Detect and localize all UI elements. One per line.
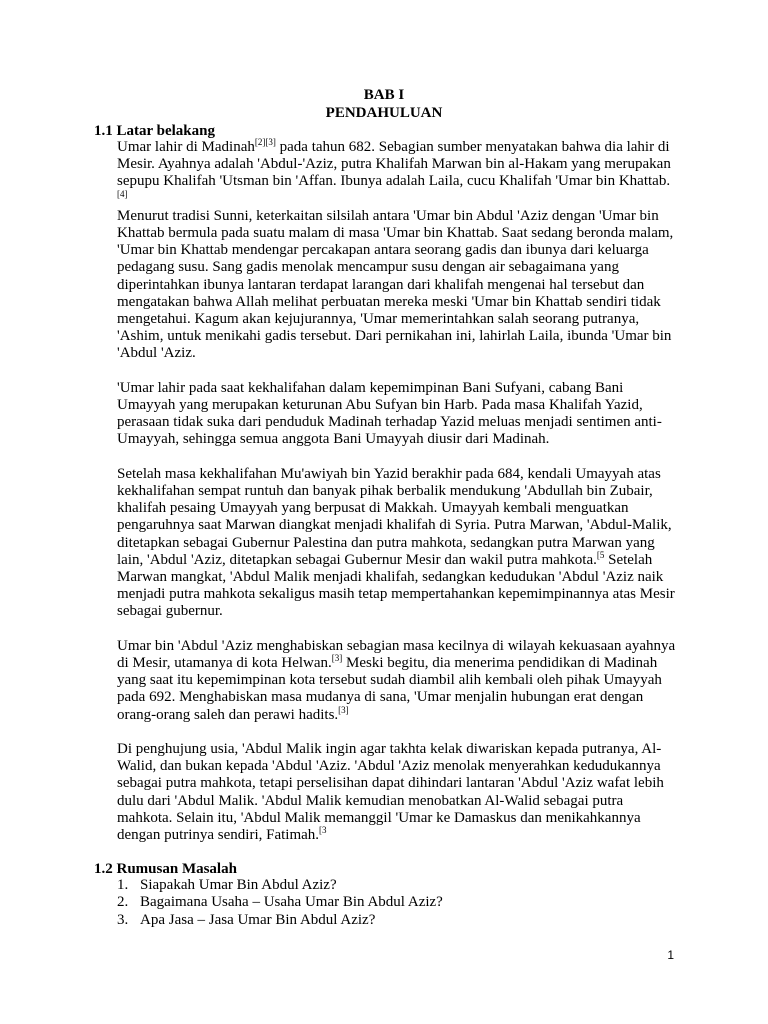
paragraph-5: Umar bin 'Abdul 'Aziz menghabiskan sebagian masa kecilnya di wilayah kekuasaan ayahnya di Mesir, utamanya di kota Helwan.[3] Meski begitu, dia menerima pendidikan di Madinah yang saat itu kepemimpinan kota tersebut sudah diambil alih kembali oleh pihak Umayyah pada 692. Menghabiskan masa mudanya di sana, 'Umar menjalin hubungan erat dengan orang-orang saleh dan perawi hadits.[3] (117, 637, 676, 723)
problem-list (117, 877, 443, 929)
footnote-ref: [2][3] (254, 137, 276, 147)
footnote-ref: [3 (319, 825, 327, 836)
paragraph-3: 'Umar lahir pada saat kekhalifahan dalam kepemimpinan Bani Sufyani, cabang Bani Umayyah yang merupakan keturunan Abu Sufyan bin Harb. Pada masa Khalifah Yazid, perasaan tidak suka dari penduduk Madinah terhadap Yazid meluas menjadi sentimen anti-Umayyah, sehingga semua anggota Bani Umayyah diusir dari Madinah. (117, 379, 662, 448)
footnote-ref: [3] (331, 653, 343, 664)
footnote-ref: [4] (117, 188, 128, 199)
list-item: 2. Bagaimana Usaha – Usaha Umar Bin Abdul Aziz? (117, 894, 443, 911)
list-item: 1. Siapakah Umar Bin Abdul Aziz? (117, 877, 337, 893)
paragraph-1: Umar lahir di Madinah[2][3] pada tahun 682. Sebagian sumber menyatakan bahwa dia lahir di Mesir. Ayahnya adalah 'Abdul-'Aziz, putra Khalifah Marwan bin al-Hakam yang merupakan sepupu Khalifah 'Utsman bin 'Affan. Ibunya adalah Laila, cucu Khalifah 'Umar bin Khattab.[4] (117, 137, 671, 199)
page-number: 1 (667, 948, 674, 962)
footnote-ref: [5 (596, 549, 605, 560)
section-heading-latar-belakang: 1.1 Latar belakang (94, 123, 215, 139)
footnote-ref: [3] (338, 704, 349, 715)
chapter-title: PENDAHULUAN (325, 105, 443, 121)
section-heading-rumusan-masalah: 1.2 Rumusan Masalah (94, 861, 237, 877)
list-item: 3. Apa Jasa – Jasa Umar Bin Abdul Aziz? (117, 911, 376, 928)
paragraph-2: Menurut tradisi Sunni, keterkaitan silsilah antara 'Umar bin Abdul 'Aziz dengan 'Umar bin Khattab bermula pada suatu malam di masa 'Umar bin Khattab. Saat sedang beronda malam, 'Umar bin Khattab mendengar percakapan antara seorang gadis dan ibunya dari keluarga pedagang susu. Sang gadis menolak mencampur susu dengan air sebagaimana yang diperintahkan ibunya lantaran terdapat larangan dari khalifah mengenai hal tersebut dan mengatakan bahwa Allah melihat perbuatan mereka meski 'Umar bin Khattab sendiri tidak mengetahui. Kagum akan kejujurannya, 'Umar memerintahkan salah seorang putranya, 'Ashim, untuk menikahi gadis tersebut. Dari pernikahan ini, lahirlah Laila, ibunda 'Umar bin 'Abdul 'Aziz. (117, 207, 674, 362)
paragraph-6: Di penghujung usia, 'Abdul Malik ingin agar takhta kelak diwariskan kepada putranya, Al-Walid, dan bukan kepada 'Abdul 'Aziz. 'Abdul 'Aziz menolak menyerahkan kedudukannya sebagai putra mahkota, tetapi perselisihan dapat dihindari lantaran 'Abdul 'Aziz wafat lebih dulu dari 'Abdul Malik. 'Abdul Malik kemudian menobatkan Al-Walid sebagai putra mahkota. Selain itu, 'Abdul Malik memanggil 'Umar ke Damaskus dan menikahkannya dengan putrinya sendiri, Fatimah.$^{[3}$ (117, 741, 664, 844)
section-body-latar-belakang (117, 139, 677, 844)
chapter-label: BAB I (363, 87, 405, 103)
paragraph-4: Setelah masa kekhalifahan Mu'awiyah bin Yazid berakhir pada 684, kendali Umayyah atas kekhalifahan sempat runtuh dan banyak pihak berbalik mendukung 'Abdullah bin Zubair, khalifah pesaing Umayyah yang berpusat di Makkah. Umayyah kembali menguatkan pengaruhnya saat Marwan diangkat menjadi khalifah di Syria. Putra Marwan, 'Abdul-Malik, ditetapkan sebagai Gubernur Palestina dan putra mahkota, sedangkan putra Marwan yang lain, 'Abdul 'Aziz, ditetapkan sebagai Gubernur Mesir dan wakil putra mahkota.$^{[5}$ Setelah Marwan mangkat, 'Abdul Malik menjadi khalifah, sedangkan kedudukan 'Abdul 'Aziz naik menjadi putra mahkota sekaligus masih tetap mempertahankan kepemimpinannya atas Mesir sebagai gubernur. (117, 465, 675, 620)
